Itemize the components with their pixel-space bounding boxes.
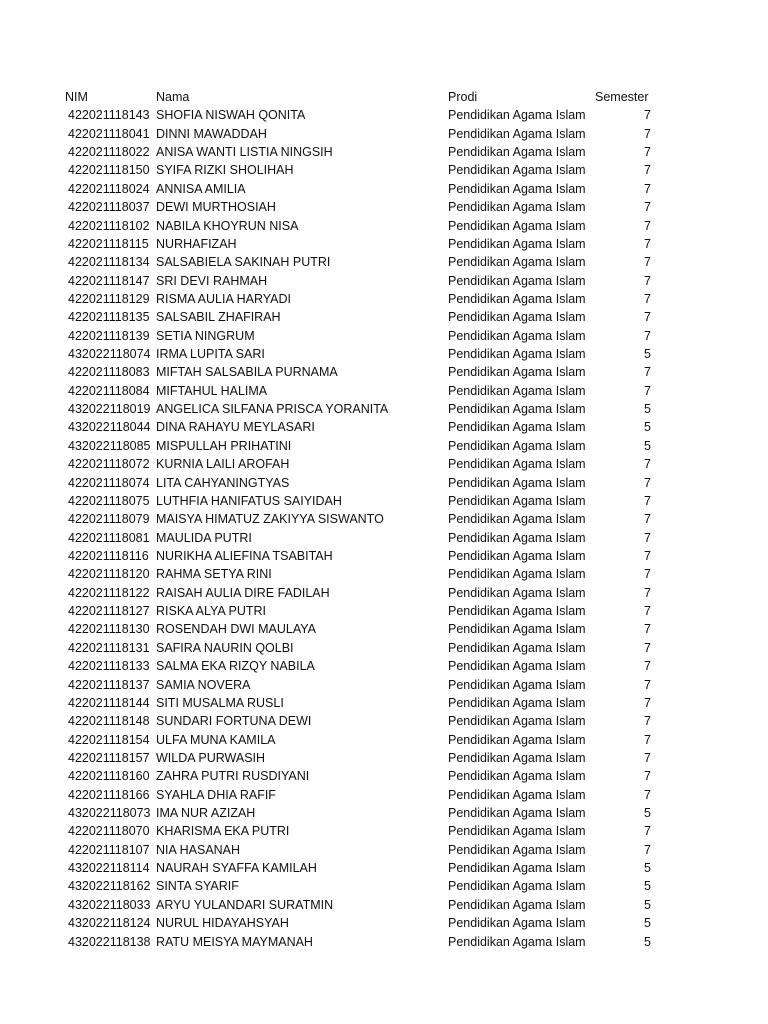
cell-nim: 422021118037: [68, 200, 150, 215]
table-row: [0, 822, 768, 840]
cell-semester: 7: [644, 493, 651, 508]
cell-nim: 422021118116: [68, 548, 149, 563]
table-row: [0, 308, 768, 326]
cell-nim: 422021118074: [68, 475, 150, 490]
cell-nim: 422021118129: [68, 291, 150, 306]
cell-nim: 422021118147: [68, 273, 150, 288]
cell-semester: 7: [644, 108, 651, 123]
cell-semester: 7: [644, 163, 651, 178]
cell-semester: 7: [644, 769, 651, 784]
cell-prodi: Pendidikan Agama Islam: [448, 126, 586, 141]
cell-semester: 7: [644, 145, 651, 160]
cell-prodi: Pendidikan Agama Islam: [448, 347, 586, 362]
cell-semester: 7: [644, 365, 651, 380]
table-row: [0, 400, 768, 418]
cell-prodi: Pendidikan Agama Islam: [448, 897, 586, 912]
cell-semester: 7: [644, 824, 651, 839]
cell-nim: 422021118075: [68, 493, 150, 508]
cell-semester: 7: [644, 585, 651, 600]
cell-prodi: Pendidikan Agama Islam: [448, 310, 586, 325]
cell-semester: 5: [644, 806, 651, 821]
table-row: [0, 455, 768, 473]
cell-semester: 7: [644, 310, 651, 325]
cell-prodi: Pendidikan Agama Islam: [448, 457, 586, 472]
cell-semester: 7: [644, 750, 651, 765]
cell-nama: ANGELICA SILFANA PRISCA YORANITA: [156, 402, 389, 417]
cell-prodi: Pendidikan Agama Islam: [448, 328, 586, 343]
cell-nim: 422021118079: [68, 512, 150, 527]
cell-semester: 7: [644, 255, 651, 270]
cell-nim: 422021118148: [68, 714, 150, 729]
cell-nim: 422021118070: [68, 824, 150, 839]
cell-nim: 422021118133: [68, 659, 150, 674]
cell-semester: 5: [644, 916, 651, 931]
cell-nama: SALSABIELA SAKINAH PUTRI: [156, 255, 331, 270]
cell-nama: SHOFIA NISWAH QONITA: [156, 108, 306, 123]
cell-semester: 7: [644, 457, 651, 472]
cell-nama: SYAHLA DHIA RAFIF: [156, 787, 276, 802]
cell-prodi: Pendidikan Agama Islam: [448, 255, 586, 270]
cell-nama: ANNISA AMILIA: [156, 181, 246, 196]
cell-semester: 5: [644, 347, 651, 362]
cell-semester: 7: [644, 732, 651, 747]
table-row: [0, 382, 768, 400]
cell-nim: 422021118135: [68, 310, 150, 325]
cell-semester: 7: [644, 273, 651, 288]
cell-nama: DEWI MURTHOSIAH: [156, 200, 276, 215]
cell-nama: SUNDARI FORTUNA DEWI: [156, 714, 312, 729]
table-row: [0, 272, 768, 290]
cell-semester: 5: [644, 897, 651, 912]
table-row: [0, 327, 768, 345]
cell-nim: 422021118072: [68, 457, 150, 472]
cell-nim: 422021118081: [68, 530, 150, 545]
cell-nama: NURIKHA ALIEFINA TSABITAH: [156, 548, 333, 563]
table-row: [0, 474, 768, 492]
table-row: [0, 106, 768, 124]
table-header-row: [0, 88, 768, 106]
cell-nim: 432022118124: [68, 916, 151, 931]
header-nama: Nama: [156, 90, 190, 104]
cell-nim: 432022118033: [68, 897, 151, 912]
table-row: [0, 253, 768, 271]
cell-prodi: Pendidikan Agama Islam: [448, 181, 586, 196]
cell-prodi: Pendidikan Agama Islam: [448, 824, 586, 839]
cell-nama: SRI DEVI RAHMAH: [156, 273, 268, 288]
cell-semester: 5: [644, 861, 651, 876]
table-row: [0, 180, 768, 198]
cell-nama: LITA CAHYANINGTYAS: [156, 475, 290, 490]
cell-nama: SAFIRA NAURIN QOLBI: [156, 640, 294, 655]
cell-nama: ARYU YULANDARI SURATMIN: [156, 897, 334, 912]
cell-nim: 422021118134: [68, 255, 150, 270]
cell-nim: 422021118131: [68, 640, 150, 655]
cell-prodi: Pendidikan Agama Islam: [448, 548, 586, 563]
cell-semester: 7: [644, 383, 651, 398]
cell-semester: 7: [644, 530, 651, 545]
table-row: [0, 896, 768, 914]
cell-nama: IMA NUR AZIZAH: [156, 806, 256, 821]
cell-semester: 7: [644, 604, 651, 619]
table-row: [0, 676, 768, 694]
cell-nama: ANISA WANTI LISTIA NINGSIH: [156, 145, 333, 160]
cell-prodi: Pendidikan Agama Islam: [448, 677, 586, 692]
cell-nama: MIFTAH SALSABILA PURNAMA: [156, 365, 338, 380]
table-row: [0, 235, 768, 253]
cell-prodi: Pendidikan Agama Islam: [448, 842, 586, 857]
cell-semester: 7: [644, 291, 651, 306]
table-row: [0, 620, 768, 638]
cell-nama: IRMA LUPITA SARI: [156, 347, 265, 362]
cell-semester: 5: [644, 420, 651, 435]
cell-nama: ZAHRA PUTRI RUSDIYANI: [156, 769, 310, 784]
cell-nim: 422021118120: [68, 567, 150, 582]
cell-nama: NABILA KHOYRUN NISA: [156, 218, 299, 233]
cell-nim: 422021118150: [68, 163, 150, 178]
cell-nama: RATU MEISYA MAYMANAH: [156, 934, 313, 949]
cell-nama: DINNI MAWADDAH: [156, 126, 267, 141]
cell-semester: 7: [644, 512, 651, 527]
table-row: [0, 639, 768, 657]
cell-nama: RISKA ALYA PUTRI: [156, 604, 266, 619]
table-row: [0, 933, 768, 951]
cell-prodi: Pendidikan Agama Islam: [448, 438, 586, 453]
table-row: [0, 143, 768, 161]
cell-nim: 422021118024: [68, 181, 150, 196]
cell-prodi: Pendidikan Agama Islam: [448, 806, 586, 821]
cell-semester: 5: [644, 438, 651, 453]
cell-nim: 422021118115: [68, 236, 149, 251]
cell-prodi: Pendidikan Agama Islam: [448, 200, 586, 215]
cell-nama: MISPULLAH PRIHATINI: [156, 438, 292, 453]
cell-semester: 7: [644, 126, 651, 141]
cell-prodi: Pendidikan Agama Islam: [448, 530, 586, 545]
cell-prodi: Pendidikan Agama Islam: [448, 714, 586, 729]
cell-prodi: Pendidikan Agama Islam: [448, 365, 586, 380]
cell-nim: 432022118019: [68, 402, 151, 417]
cell-semester: 7: [644, 218, 651, 233]
cell-prodi: Pendidikan Agama Islam: [448, 273, 586, 288]
cell-nim: 422021118022: [68, 145, 150, 160]
cell-nim: 432022118085: [68, 438, 151, 453]
table-row: [0, 859, 768, 877]
cell-semester: 7: [644, 714, 651, 729]
cell-prodi: Pendidikan Agama Islam: [448, 604, 586, 619]
cell-nim: 422021118166: [68, 787, 150, 802]
table-row: [0, 290, 768, 308]
cell-nama: SALMA EKA RIZQY NABILA: [156, 659, 315, 674]
cell-nama: RAHMA SETYA RINI: [156, 567, 272, 582]
cell-prodi: Pendidikan Agama Islam: [448, 585, 586, 600]
cell-prodi: Pendidikan Agama Islam: [448, 787, 586, 802]
cell-prodi: Pendidikan Agama Islam: [448, 493, 586, 508]
cell-nim: 422021118137: [68, 677, 150, 692]
cell-prodi: Pendidikan Agama Islam: [448, 402, 586, 417]
cell-nim: 422021118143: [68, 108, 150, 123]
cell-semester: 7: [644, 328, 651, 343]
cell-nama: SYIFA RIZKI SHOLIHAH: [156, 163, 294, 178]
cell-prodi: Pendidikan Agama Islam: [448, 640, 586, 655]
cell-prodi: Pendidikan Agama Islam: [448, 695, 586, 710]
table-row: [0, 363, 768, 381]
table-row: [0, 161, 768, 179]
cell-prodi: Pendidikan Agama Islam: [448, 420, 586, 435]
cell-nim: 422021118130: [68, 622, 150, 637]
cell-semester: 7: [644, 640, 651, 655]
cell-semester: 7: [644, 622, 651, 637]
cell-nama: KHARISMA EKA PUTRI: [156, 824, 290, 839]
header-semester: Semester: [595, 90, 649, 104]
cell-nama: ULFA MUNA KAMILA: [156, 732, 276, 747]
table-row: [0, 602, 768, 620]
student-table: [0, 88, 768, 951]
cell-nim: 422021118127: [68, 604, 150, 619]
table-row: [0, 492, 768, 510]
cell-nim: 432022118114: [68, 861, 150, 876]
table-row: [0, 712, 768, 730]
cell-nama: NURHAFIZAH: [156, 236, 237, 251]
cell-semester: 7: [644, 787, 651, 802]
cell-prodi: Pendidikan Agama Islam: [448, 861, 586, 876]
cell-prodi: Pendidikan Agama Islam: [448, 769, 586, 784]
cell-semester: 7: [644, 695, 651, 710]
cell-nama: NAURAH SYAFFA KAMILAH: [156, 861, 317, 876]
cell-nim: 432022118073: [68, 806, 151, 821]
header-prodi: Prodi: [448, 90, 478, 104]
cell-prodi: Pendidikan Agama Islam: [448, 218, 586, 233]
cell-prodi: Pendidikan Agama Islam: [448, 383, 586, 398]
cell-nama: MAISYA HIMATUZ ZAKIYYA SISWANTO: [156, 512, 384, 527]
cell-nama: MIFTAHUL HALIMA: [156, 383, 268, 398]
cell-prodi: Pendidikan Agama Islam: [448, 512, 586, 527]
cell-nama: NURUL HIDAYAHSYAH: [156, 916, 289, 931]
cell-prodi: Pendidikan Agama Islam: [448, 108, 586, 123]
cell-nim: 422021118084: [68, 383, 150, 398]
table-row: [0, 877, 768, 895]
cell-nim: 422021118160: [68, 769, 150, 784]
cell-nama: SALSABIL ZHAFIRAH: [156, 310, 281, 325]
cell-nama: RAISAH AULIA DIRE FADILAH: [156, 585, 330, 600]
cell-prodi: Pendidikan Agama Islam: [448, 750, 586, 765]
table-row: [0, 437, 768, 455]
cell-semester: 7: [644, 236, 651, 251]
cell-semester: 5: [644, 402, 651, 417]
cell-nim: 432022118162: [68, 879, 151, 894]
table-row: [0, 694, 768, 712]
cell-semester: 7: [644, 548, 651, 563]
cell-nim: 422021118041: [68, 126, 150, 141]
table-row: [0, 804, 768, 822]
cell-semester: 7: [644, 659, 651, 674]
cell-nama: SAMIA NOVERA: [156, 677, 251, 692]
table-row: [0, 547, 768, 565]
cell-nim: 432022118138: [68, 934, 151, 949]
cell-nama: WILDA PURWASIH: [156, 750, 266, 765]
cell-nama: SETIA NINGRUM: [156, 328, 255, 343]
cell-semester: 7: [644, 475, 651, 490]
table-row: [0, 510, 768, 528]
cell-nama: KURNIA LAILI AROFAH: [156, 457, 290, 472]
cell-prodi: Pendidikan Agama Islam: [448, 145, 586, 160]
table-row: [0, 731, 768, 749]
table-row: [0, 749, 768, 767]
cell-nama: MAULIDA PUTRI: [156, 530, 252, 545]
cell-prodi: Pendidikan Agama Islam: [448, 567, 586, 582]
cell-nama: RISMA AULIA HARYADI: [156, 291, 292, 306]
table-row: [0, 198, 768, 216]
cell-prodi: Pendidikan Agama Islam: [448, 879, 586, 894]
table-row: [0, 914, 768, 932]
table-body: [0, 106, 768, 951]
table-row: [0, 786, 768, 804]
cell-nim: 422021118144: [68, 695, 150, 710]
table-row: [0, 345, 768, 363]
cell-nim: 422021118107: [68, 842, 150, 857]
cell-nama: ROSENDAH DWI MAULAYA: [156, 622, 316, 637]
cell-nim: 422021118139: [68, 328, 150, 343]
table-row: [0, 657, 768, 675]
table-row: [0, 565, 768, 583]
cell-prodi: Pendidikan Agama Islam: [448, 622, 586, 637]
cell-nama: LUTHFIA HANIFATUS SAIYIDAH: [156, 493, 342, 508]
cell-nama: SINTA SYARIF: [156, 879, 239, 894]
cell-prodi: Pendidikan Agama Islam: [448, 916, 586, 931]
cell-nim: 422021118154: [68, 732, 150, 747]
cell-semester: 5: [644, 934, 651, 949]
cell-nim: 432022118074: [68, 347, 151, 362]
cell-prodi: Pendidikan Agama Islam: [448, 291, 586, 306]
table-row: [0, 418, 768, 436]
cell-nama: NIA HASANAH: [156, 842, 241, 857]
cell-nim: 422021118083: [68, 365, 150, 380]
cell-semester: 7: [644, 842, 651, 857]
cell-prodi: Pendidikan Agama Islam: [448, 236, 586, 251]
cell-prodi: Pendidikan Agama Islam: [448, 659, 586, 674]
table-row: [0, 217, 768, 235]
cell-semester: 5: [644, 879, 651, 894]
cell-nim: 422021118157: [68, 750, 150, 765]
table-row: [0, 767, 768, 785]
cell-semester: 7: [644, 567, 651, 582]
cell-prodi: Pendidikan Agama Islam: [448, 475, 586, 490]
cell-nama: DINA RAHAYU MEYLASARI: [156, 420, 315, 435]
cell-prodi: Pendidikan Agama Islam: [448, 732, 586, 747]
table-row: [0, 125, 768, 143]
cell-prodi: Pendidikan Agama Islam: [448, 163, 586, 178]
table-row: [0, 841, 768, 859]
table-row: [0, 529, 768, 547]
cell-nama: SITI MUSALMA RUSLI: [156, 695, 284, 710]
cell-nim: 422021118102: [68, 218, 150, 233]
cell-nim: 432022118044: [68, 420, 151, 435]
table-row: [0, 584, 768, 602]
cell-semester: 7: [644, 200, 651, 215]
cell-nim: 422021118122: [68, 585, 150, 600]
header-nim: NIM: [65, 90, 88, 104]
cell-semester: 7: [644, 181, 651, 196]
cell-semester: 7: [644, 677, 651, 692]
cell-prodi: Pendidikan Agama Islam: [448, 934, 586, 949]
